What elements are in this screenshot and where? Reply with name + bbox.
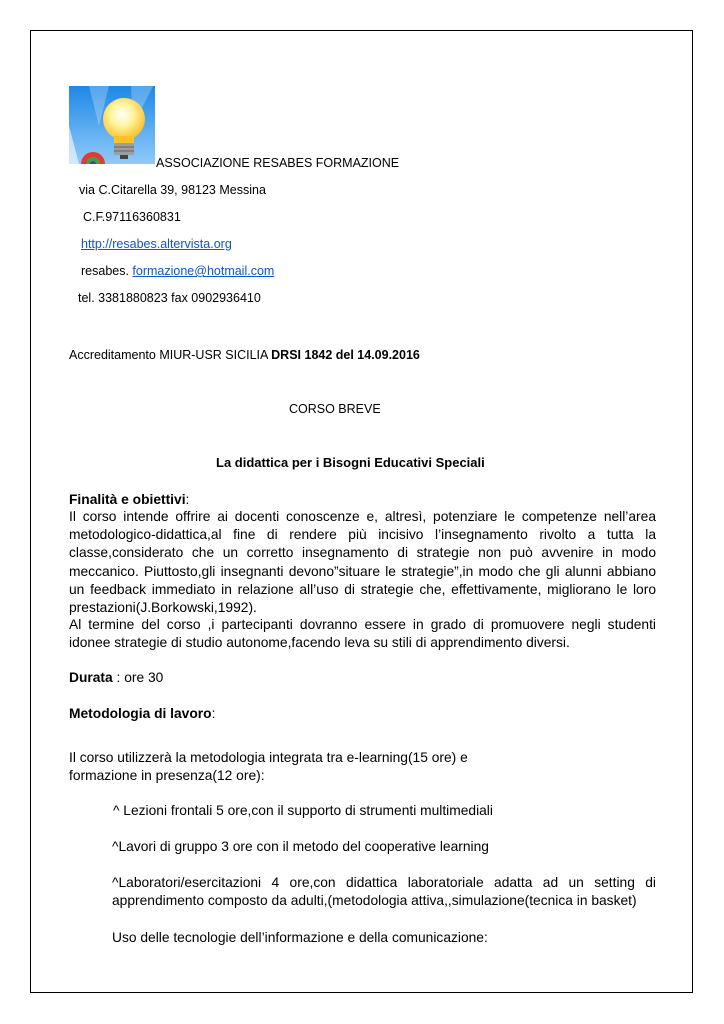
accreditation-text: Accreditamento MIUR-USR SICILIA (69, 348, 272, 362)
methodology-colon: : (211, 706, 216, 721)
accreditation-line (69, 347, 420, 363)
objectives-heading-line (69, 491, 189, 509)
course-title: La didattica per i Bisogni Educativi Speciali (216, 455, 485, 470)
methodology-intro: Il corso utilizzerà la metodologia integrata tra e-learning(15 ore) e formazione in presenza(12 ore): (69, 750, 468, 784)
phone-fax: tel. 3381880823 fax 0902936410 (78, 291, 261, 305)
duration-value: : ore 30 (112, 670, 164, 685)
course-type: CORSO BREVE (289, 402, 381, 416)
website-link[interactable]: http://resabes.altervista.org (81, 237, 232, 251)
objectives-colon: : (185, 492, 190, 507)
methodology-item-ict: Uso delle tecnologie dell’informazione e della comunicazione: (112, 930, 488, 945)
methodology-item-labs: ^Laboratori/esercitazioni 4 ore,con didattica laboratoriale adatta ad un setting di apprendimento composto da adulti,(metodologia attiva,,simulazione(tecnica in basket) (112, 875, 656, 909)
accreditation-code: DRSI 1842 del 14.09.2016 (271, 348, 420, 362)
email-prefix: resabes. (81, 264, 133, 278)
email-link[interactable]: formazione@hotmail.com (132, 264, 275, 278)
tax-code: C.F.97116360831 (83, 210, 181, 224)
methodology-item-group-work: ^Lavori di gruppo 3 ore con il metodo del cooperative learning (112, 839, 489, 854)
methodology-heading: Metodologia di lavoro (69, 706, 212, 721)
methodology-item-lectures: ^ Lezioni frontali 5 ore,con il supporto di strumenti multimediali (113, 803, 493, 818)
address: via C.Citarella 39, 98123 Messina (79, 183, 266, 197)
duration-line (69, 669, 163, 687)
objectives-heading: Finalità e obiettivi (69, 492, 186, 507)
objectives-paragraph-2: Al termine del corso ,i partecipanti dovranno essere in grado di promuovere negli studenti idonee strategie di studio autonome,facendo leva su stili di apprendimento diversi. (69, 617, 656, 651)
email-line (81, 263, 274, 279)
methodology-heading-line (69, 705, 215, 723)
objectives-paragraph-1: Il corso intende offrire ai docenti conoscenze e, altresì, potenziare le competenze nell’area metodologico-didattica,al fine di rendere più incisivo l’insegnamento rivolto a tutta la classe,considerato che un corretto insegnamento di strategie non può avvenire in modo meccanico. Piuttosto,gli insegnanti devono”situare le strategie”,in modo che gli alunni abbiano un feedback immediato in relazione all’uso di strategie che, effettivamente, migliorano le loro prestazioni(J.Borkowski,1992). (69, 509, 656, 616)
lightbulb-logo-icon (69, 86, 155, 164)
duration-label: Durata (69, 670, 113, 685)
association-name: ASSOCIAZIONE RESABES FORMAZIONE (156, 156, 400, 170)
